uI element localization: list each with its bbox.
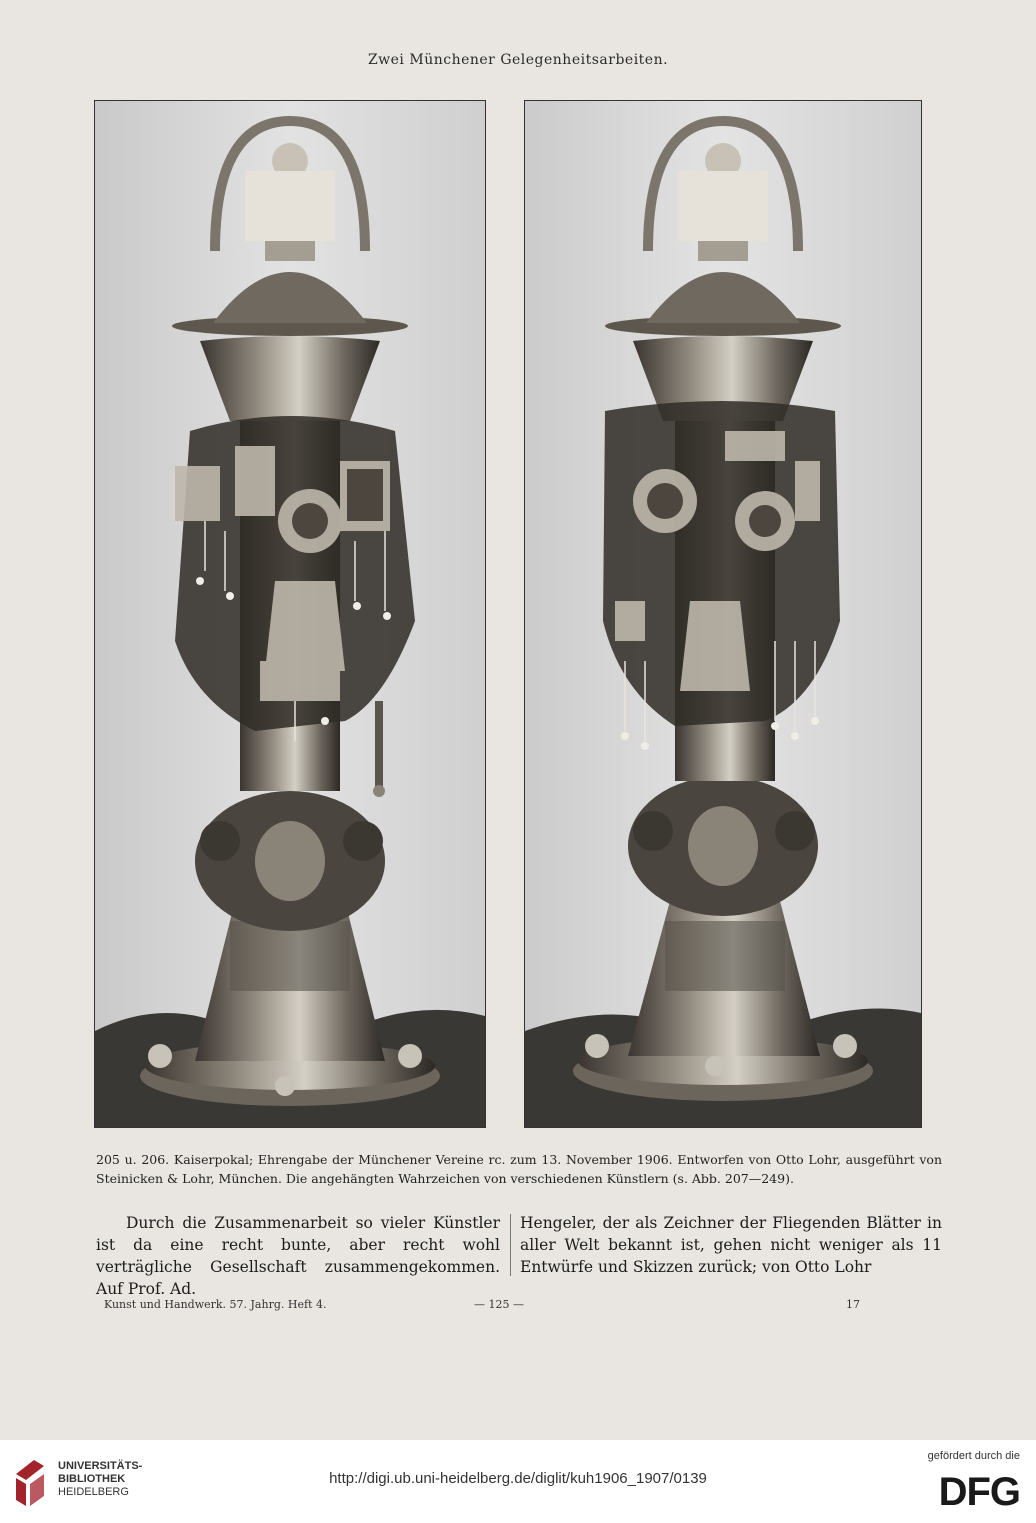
funding-note: gefördert durch die [927, 1450, 1020, 1462]
paragraph-right: Hengeler, der als Zeichner der Fliegenden Blätter in aller Welt bekannt ist, gehen nicht weniger als 11 Entwürfe und Skizzen zurück; von Otto Lohr [520, 1214, 942, 1276]
text-column-left [96, 1212, 500, 1300]
digitization-footer [0, 1440, 1036, 1523]
goblet-photo-right [524, 100, 922, 1128]
dfg-logo: DFG [938, 1470, 1020, 1514]
body-text [96, 1212, 942, 1298]
journal-reference: Kunst und Handwerk. 57. Jahrg. Heft 4. [104, 1298, 327, 1311]
goblet-front-view-image [95, 101, 485, 1127]
library-name-line-1: UNIVERSITÄTS- [58, 1460, 143, 1472]
text-column-right [520, 1212, 942, 1278]
column-divider [510, 1214, 511, 1276]
paragraph-left: Durch die Zusammenarbeit so vieler Künstler ist da eine recht bunte, aber recht wohl verträgliche Gesellschaft zusammengekommen. Auf Prof. Ad. [96, 1214, 500, 1298]
page-number: — 125 — [474, 1298, 524, 1311]
figure-caption-text: 205 u. 206. Kaiserpokal; Ehrengabe der Münchener Vereine rc. zum 13. November 1906. Entworfen von Otto Lohr, ausgeführt von Steinicken & Lohr, München. Die angehängten Wahrzeichen von verschiedenen Künstlern (s. Abb. 207—249). [96, 1152, 942, 1186]
page-footer [104, 1298, 864, 1318]
running-title: Zwei Münchener Gelegenheitsarbeiten. [367, 52, 669, 68]
figure-caption [96, 1150, 942, 1188]
signature-mark: 17 [846, 1298, 860, 1311]
library-name-line-2: BIBLIOTHEK [58, 1473, 126, 1485]
goblet-rear-view-image [525, 101, 921, 1127]
permalink-url[interactable]: http://digi.ub.uni-heidelberg.de/diglit/kuh1906_1907/0139 [329, 1470, 707, 1487]
library-name-line-3: HEIDELBERG [58, 1486, 129, 1498]
goblet-photo-left [94, 100, 486, 1128]
